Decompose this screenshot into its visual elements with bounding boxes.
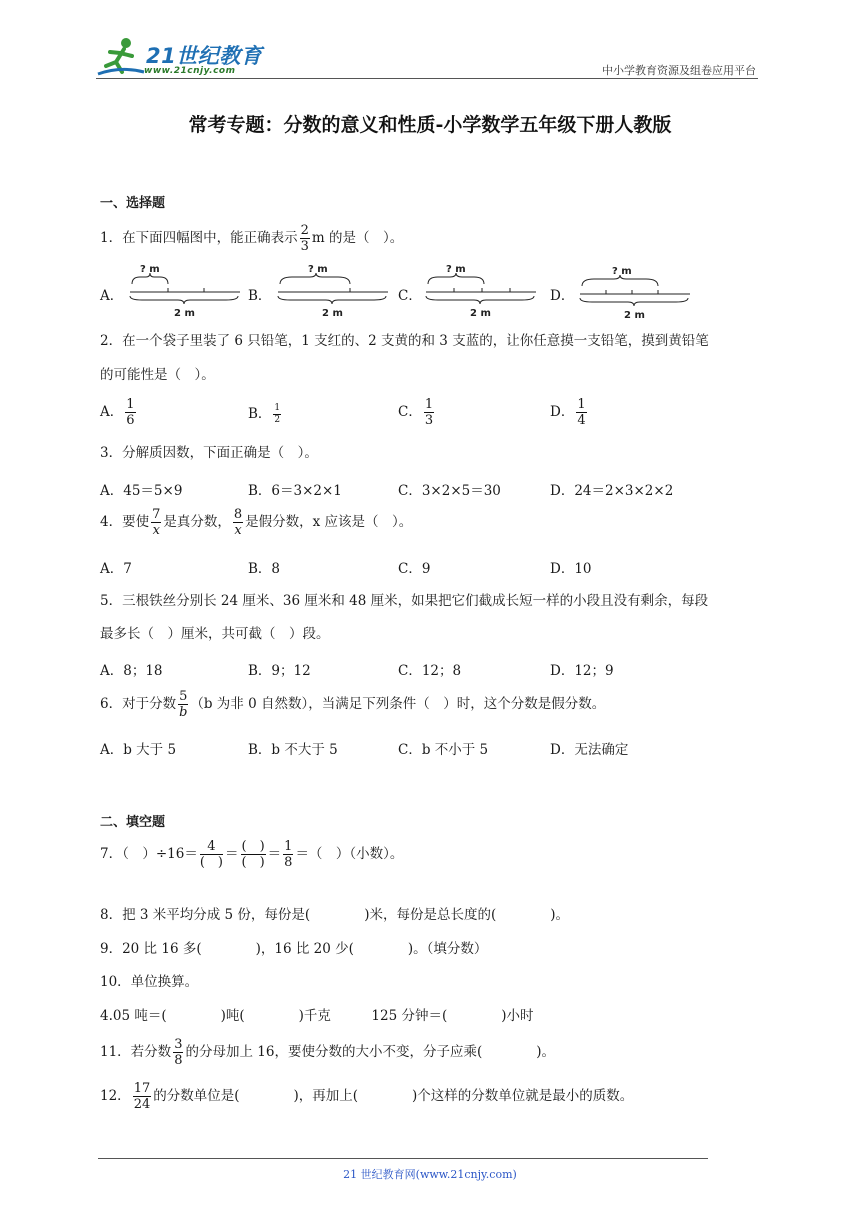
logo-text: 21世纪教育 xyxy=(146,44,263,68)
q1-a-bottom-label: 2 m xyxy=(174,308,195,319)
q1-b-top-label: ? m xyxy=(308,264,328,275)
q1-option-c-label: C． xyxy=(398,288,422,304)
header-platform-text: 中小学教育资源及组卷应用平台 xyxy=(602,64,756,77)
page-title: 常考专题：分数的意义和性质-小学数学五年级下册人教版 xyxy=(188,114,672,136)
question-6: 6．对于分数 $\frac{5}{b}$ （b 为非 0 自然数），当满足下列条件（ ）时，这个分数是假分数。 xyxy=(100,689,606,720)
q1-option-a-diagram xyxy=(128,260,242,320)
logo-runner-icon xyxy=(96,36,146,78)
q1-c-top-label: ? m xyxy=(446,264,466,275)
q1-option-d-diagram xyxy=(578,260,694,320)
q3-option-d: D．24＝2×3×2×2 xyxy=(550,483,674,499)
q1-option-d-label: D． xyxy=(550,288,575,304)
q5-option-a: A．8；18 xyxy=(100,663,163,679)
question-11: 11．若分数 $\frac{3}{8}$ 的分母加上 16，要使分数的大小不变，分子应乘( )。 xyxy=(100,1037,555,1068)
question-9: 9．20 比 16 多( )，16 比 20 少( )。（填分数） xyxy=(100,941,488,957)
question-10-line2: 4.05 吨＝( )吨( )千克 125 分钟＝( )小时 xyxy=(100,1008,534,1024)
q1-d-bottom-label: 2 m xyxy=(624,310,645,320)
question-2-line1: 2．在一个袋子里装了 6 只铅笔，1 支红的、2 支黄的和 3 支蓝的，让你任意摸一支铅笔，摸到黄铅笔 xyxy=(100,333,709,349)
q4-option-c: C．9 xyxy=(398,561,431,577)
question-12: 12． $\frac{17}{24}$ 的分数单位是( )，再加上( )个这样的分数单位就是最小的质数。 xyxy=(100,1081,634,1112)
question-2-line2: 的可能性是（ ）。 xyxy=(100,367,215,383)
q4-option-b: B．8 xyxy=(248,561,281,577)
question-4: 4．要使 $\frac{7}{x}$ 是真分数， $\frac{8}{x}$ 是假分数，x 应该是（ ）。 xyxy=(100,507,413,538)
q1-prefix: 1．在下面四幅图中，能正确表示 xyxy=(100,230,298,246)
question-8: 8．把 3 米平均分成 5 份，每份是( )米，每份是总长度的( )。 xyxy=(100,907,569,923)
q5-option-b: B．9；12 xyxy=(248,663,311,679)
logo-url: www.21cnjy.com xyxy=(144,66,236,76)
question-1 xyxy=(100,224,403,253)
q2-option-b: B． $\frac{1}{2}$ xyxy=(248,403,281,425)
q5-option-c: C．12；8 xyxy=(398,663,462,679)
question-5-line1: 5．三根铁丝分别长 24 厘米、36 厘米和 48 厘米，如果把它们截成长短一样的小段且没有剩余，每段 xyxy=(100,593,709,609)
q6-option-c: C．b 不小于 5 xyxy=(398,742,489,758)
q1-option-c-diagram xyxy=(424,260,540,320)
q3-option-a: A．45＝5×9 xyxy=(100,483,183,499)
q5-option-d: D．12；9 xyxy=(550,663,614,679)
q1-d-top-label: ? m xyxy=(612,266,632,277)
question-7: 7．（ ）÷16＝ $\frac{4}{( )}$ ＝ $\frac{( )}{( )}$ ＝ $\frac{1}{8}$ ＝（ ）（小数）。 xyxy=(100,839,404,870)
q3-option-b: B．6＝3×2×1 xyxy=(248,483,342,499)
q1-option-a-label: A． xyxy=(100,288,124,304)
footer-divider xyxy=(98,1158,708,1159)
section-fill-heading: 二、填空题 xyxy=(100,815,166,830)
question-5-line2: 最多长（ ）厘米，共可截（ ）段。 xyxy=(100,626,330,642)
question-3: 3．分解质因数，下面正确是（ ）。 xyxy=(100,445,318,461)
q1-c-bottom-label: 2 m xyxy=(470,308,491,319)
q6-option-d: D．无法确定 xyxy=(550,742,629,758)
q1-suffix: m 的是（ ）。 xyxy=(311,230,404,246)
q2-option-a: A． $\frac{1}{6}$ xyxy=(100,397,135,428)
q2-option-d: D． $\frac{1}{4}$ xyxy=(550,397,586,428)
q6-option-a: A．b 大于 5 xyxy=(100,742,177,758)
q4-option-a: A．7 xyxy=(100,561,132,577)
q3-option-c: C．3×2×5＝30 xyxy=(398,483,501,499)
q1-option-b-label: B． xyxy=(248,288,272,304)
header-divider xyxy=(96,78,758,79)
q1-option-b-diagram xyxy=(276,260,392,320)
q6-option-b: B．b 不大于 5 xyxy=(248,742,338,758)
q1-b-bottom-label: 2 m xyxy=(322,308,343,319)
section-choice-heading: 一、选择题 xyxy=(100,196,166,211)
q1-a-top-label: ? m xyxy=(140,264,160,275)
q4-option-d: D．10 xyxy=(550,561,592,577)
question-10: 10．单位换算。 xyxy=(100,974,199,990)
q1-fraction: $\frac{2}{3}$ xyxy=(300,223,309,254)
footer-link[interactable]: 21 世纪教育网(www.21cnjy.com) xyxy=(343,1168,517,1181)
q2-option-c: C． $\frac{1}{3}$ xyxy=(398,397,434,428)
